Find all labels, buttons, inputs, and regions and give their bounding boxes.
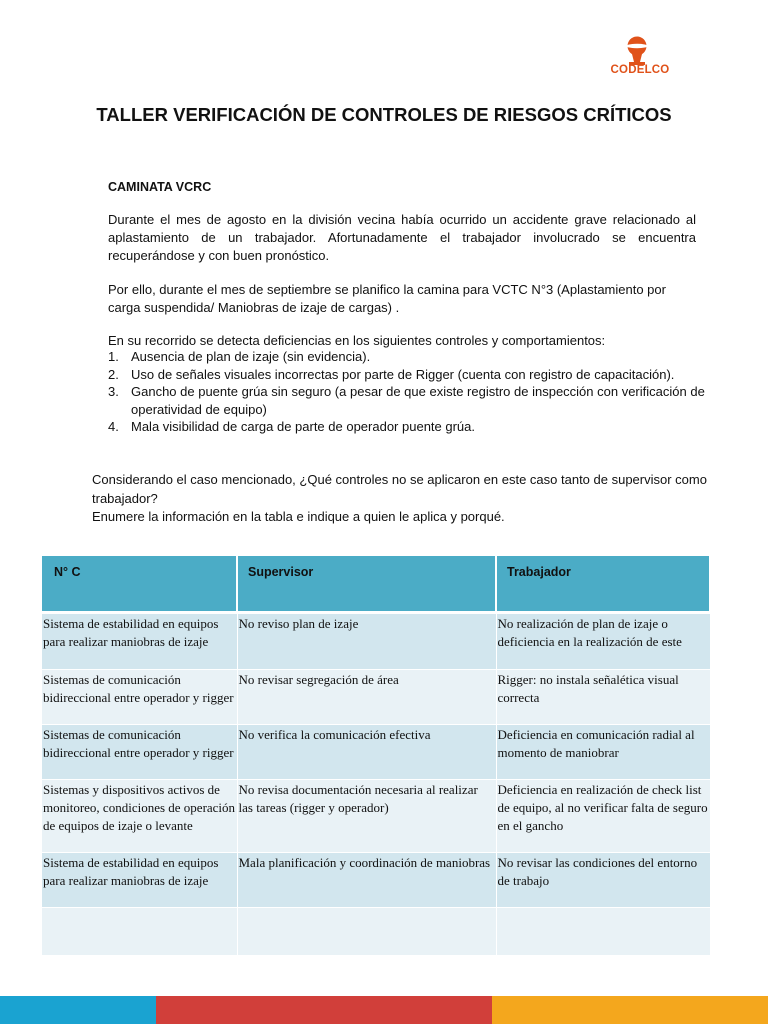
header-trabajador: Trabajador	[496, 556, 710, 613]
cell-trabajador: Rigger: no instala señalética visual correcta	[496, 670, 710, 725]
list-number: 2.	[108, 366, 119, 382]
paragraph-findings-intro: En su recorrido se detecta deficiencias en los siguientes controles y comportamientos:	[108, 333, 606, 348]
footer-bar-blue	[0, 996, 156, 1024]
list-text: Uso de señales visuales incorrectas por parte de Rigger (cuenta con registro de capacitación).	[131, 366, 675, 382]
footer-bar-red	[156, 996, 492, 1024]
logo-text: CODELCO	[610, 64, 670, 76]
table-row	[42, 670, 710, 725]
page-title: TALLER VERIFICACIÓN DE CONTROLES DE RIESGOS CRÍTICOS	[96, 104, 672, 125]
header-nc: N° C	[42, 556, 237, 613]
list-item	[108, 418, 708, 436]
section-subtitle: CAMINATA VCRC	[108, 180, 212, 194]
findings-list	[108, 348, 708, 436]
cell-trabajador: No realización de plan de izaje o deficiencia en la realización de este	[496, 613, 710, 670]
list-number: 4.	[108, 419, 119, 434]
footer-bar-orange	[492, 996, 768, 1024]
paragraph-planning: Por ello, durante el mes de septiembre se planifico la camina para VCTC N°3 (Aplastamiento por carga suspendida/ Maniobras de izaje de cargas) .	[108, 282, 666, 315]
table-row	[42, 780, 710, 853]
codelco-logo	[604, 36, 676, 80]
question-block	[92, 471, 712, 527]
table-row	[42, 853, 710, 908]
list-item	[108, 366, 708, 384]
cell-control: Sistemas de comunicación bidireccional entre operador y rigger	[42, 725, 237, 780]
codelco-emblem-icon	[620, 36, 654, 66]
cell-trabajador	[496, 908, 710, 956]
cell-trabajador: Deficiencia en realización de check list de equipo, al no verificar falta de seguro en el gancho	[496, 780, 710, 853]
list-text: Ausencia de plan de izaje (sin evidencia).	[131, 349, 371, 364]
list-item	[108, 348, 708, 366]
list-item	[108, 383, 708, 418]
header-supervisor: Supervisor	[237, 556, 496, 613]
table-row	[42, 908, 710, 956]
cell-supervisor: No reviso plan de izaje	[237, 613, 496, 670]
list-number: 3.	[108, 384, 119, 399]
question-text: Considerando el caso mencionado, ¿Qué controles no se aplicaron en este caso tanto de supervisor como trabajador?	[92, 472, 707, 506]
table-row	[42, 725, 710, 780]
controls-table	[42, 556, 711, 956]
table-row	[42, 613, 710, 670]
list-text: Gancho de puente grúa sin seguro (a pesar de que existe registro de inspección con verificación de operatividad de equipo)	[131, 384, 705, 417]
cell-trabajador: Deficiencia en comunicación radial al momento de maniobrar	[496, 725, 710, 780]
cell-supervisor	[237, 908, 496, 956]
cell-supervisor: Mala planificación y coordinación de maniobras	[237, 853, 496, 908]
instruction-text: Enumere la información en la tabla e indique a quien le aplica y porqué.	[92, 509, 505, 524]
cell-supervisor: No verifica la comunicación efectiva	[237, 725, 496, 780]
cell-control	[42, 908, 237, 956]
cell-trabajador: No revisar las condiciones del entorno de trabajo	[496, 853, 710, 908]
list-text: Mala visibilidad de carga de parte de operador puente grúa.	[131, 419, 476, 434]
cell-control: Sistema de estabilidad en equipos para realizar maniobras de izaje	[42, 853, 237, 908]
cell-control: Sistemas y dispositivos activos de monitoreo, condiciones de operación de equipos de izaje o levante	[42, 780, 237, 853]
cell-supervisor: No revisar segregación de área	[237, 670, 496, 725]
list-number: 1.	[108, 349, 119, 364]
cell-control: Sistemas de comunicación bidireccional entre operador y rigger	[42, 670, 237, 725]
table-header-row	[42, 556, 710, 613]
cell-supervisor: No revisa documentación necesaria al realizar las tareas (rigger y operador)	[237, 780, 496, 853]
paragraph-context: Durante el mes de agosto en la división vecina había ocurrido un accidente grave relacionado al aplastamiento de un trabajador. Afortunadamente el trabajador involucrado se encuentra recuperándose y con buen pronóstico.	[108, 212, 696, 263]
cell-control: Sistema de estabilidad en equipos para realizar maniobras de izaje	[42, 613, 237, 670]
